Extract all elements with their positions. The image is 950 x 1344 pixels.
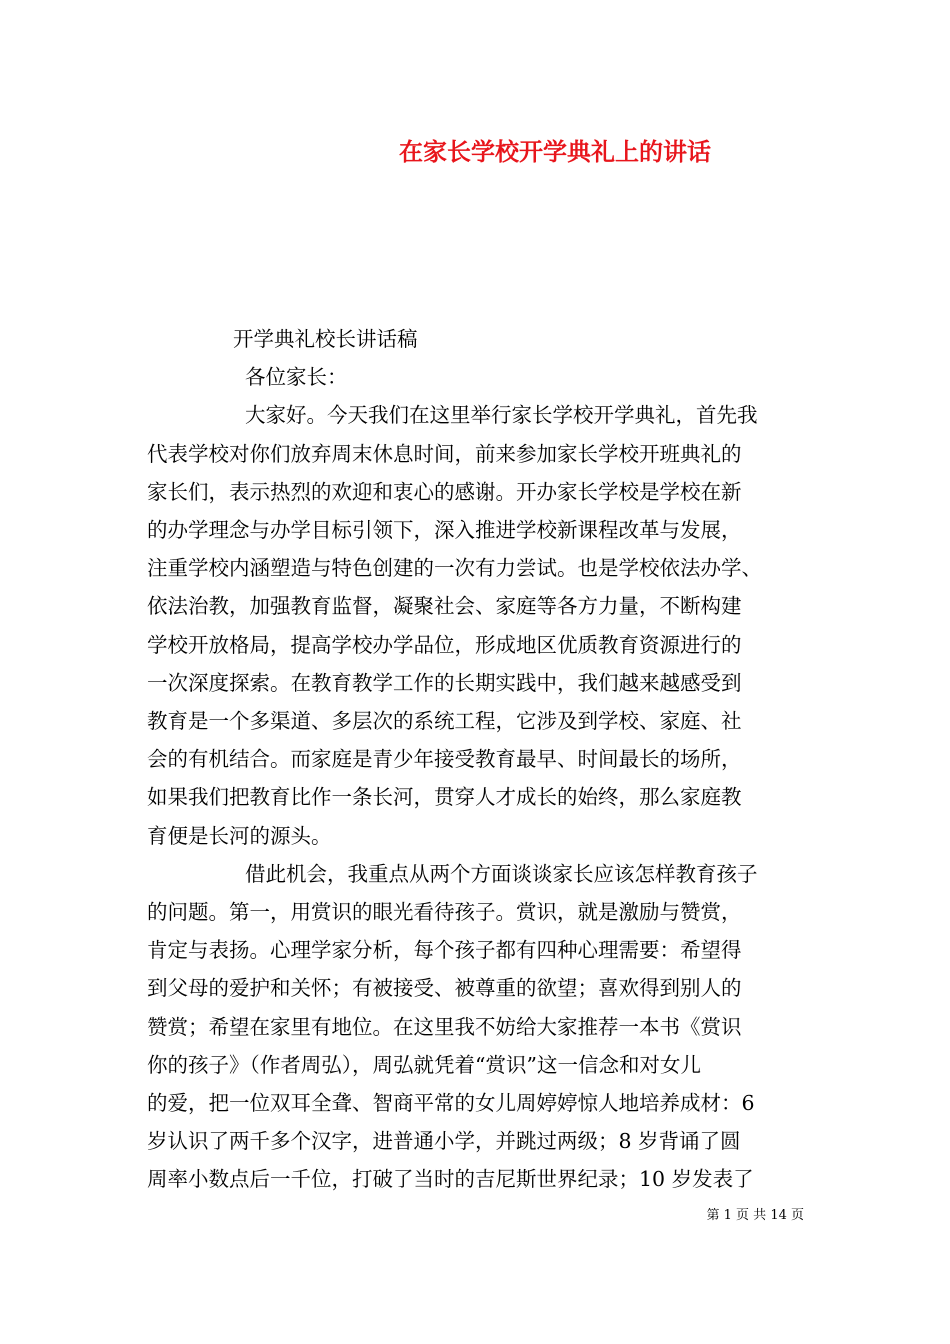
page-footer — [707, 1204, 804, 1223]
paragraph-2: 借此机会，我重点从两个方面谈谈家长应该怎样教育孩子 的问题。第一，用赏识的眼光看待孩子。赏识，就是激励与赞赏， 肯定与表扬。心理学家分析，每个孩子都有四种心理需要：希望得 到父母的爱护和关怀；有被接受、被尊重的欲望；喜欢得到别人的 赞赏；希望在家里有地位。在这里我不妨给大家推荐一本书《赏识 你的孩子》（作者周弘），周弘就凭着“赏识”这一信念和对女儿 的爱，把一位双耳全聋、智商平常的女儿周婷婷惊人地培养成材：6 岁认识了两千多个汉字，进普通小学，并跳过两级；8 岁背诵了圆 周率小数点后一千位，打破了当时的吉尼斯世界纪录；10 岁发表了 — [147, 861, 758, 1192]
document-subtitle: 开学典礼校长讲话稿 — [233, 327, 418, 351]
paragraph-1: 大家好。今天我们在这里举行家长学校开学典礼，首先我 代表学校对你们放弃周末休息时间，前来参加家长学校开班典礼的 家长们，表示热烈的欢迎和衷心的感谢。开办家长学校是学校在新 的办学理念与办学目标引领下，深入推进学校新课程改革与发展， 注重学校内涵塑造与特色创建的一次有力尝试。也是学校依法办学、 依法治教，加强教育监督，凝聚社会、家庭等各方力量，不断构建 学校开放格局，提高学校办学品位，形成地区优质教育资源进行的 一次深度探索。在教育教学工作的长期实践中，我们越来越感受到 教育是一个多渠道、多层次的系统工程，它涉及到学校、家庭、社 会的有机结合。而家庭是青少年接受教育最早、时间最长的场所， 如果我们把教育比作一条长河，贯穿人才成长的始终，那么家庭教 育便是长河的源头。 — [147, 403, 762, 848]
salutation: 各位家长： — [245, 365, 348, 390]
page-number-label: 第 1 页 共 14 页 — [706, 1208, 804, 1223]
document-title: 在家长学校开学典礼上的讲话 — [399, 137, 711, 166]
document-body — [147, 320, 812, 1199]
